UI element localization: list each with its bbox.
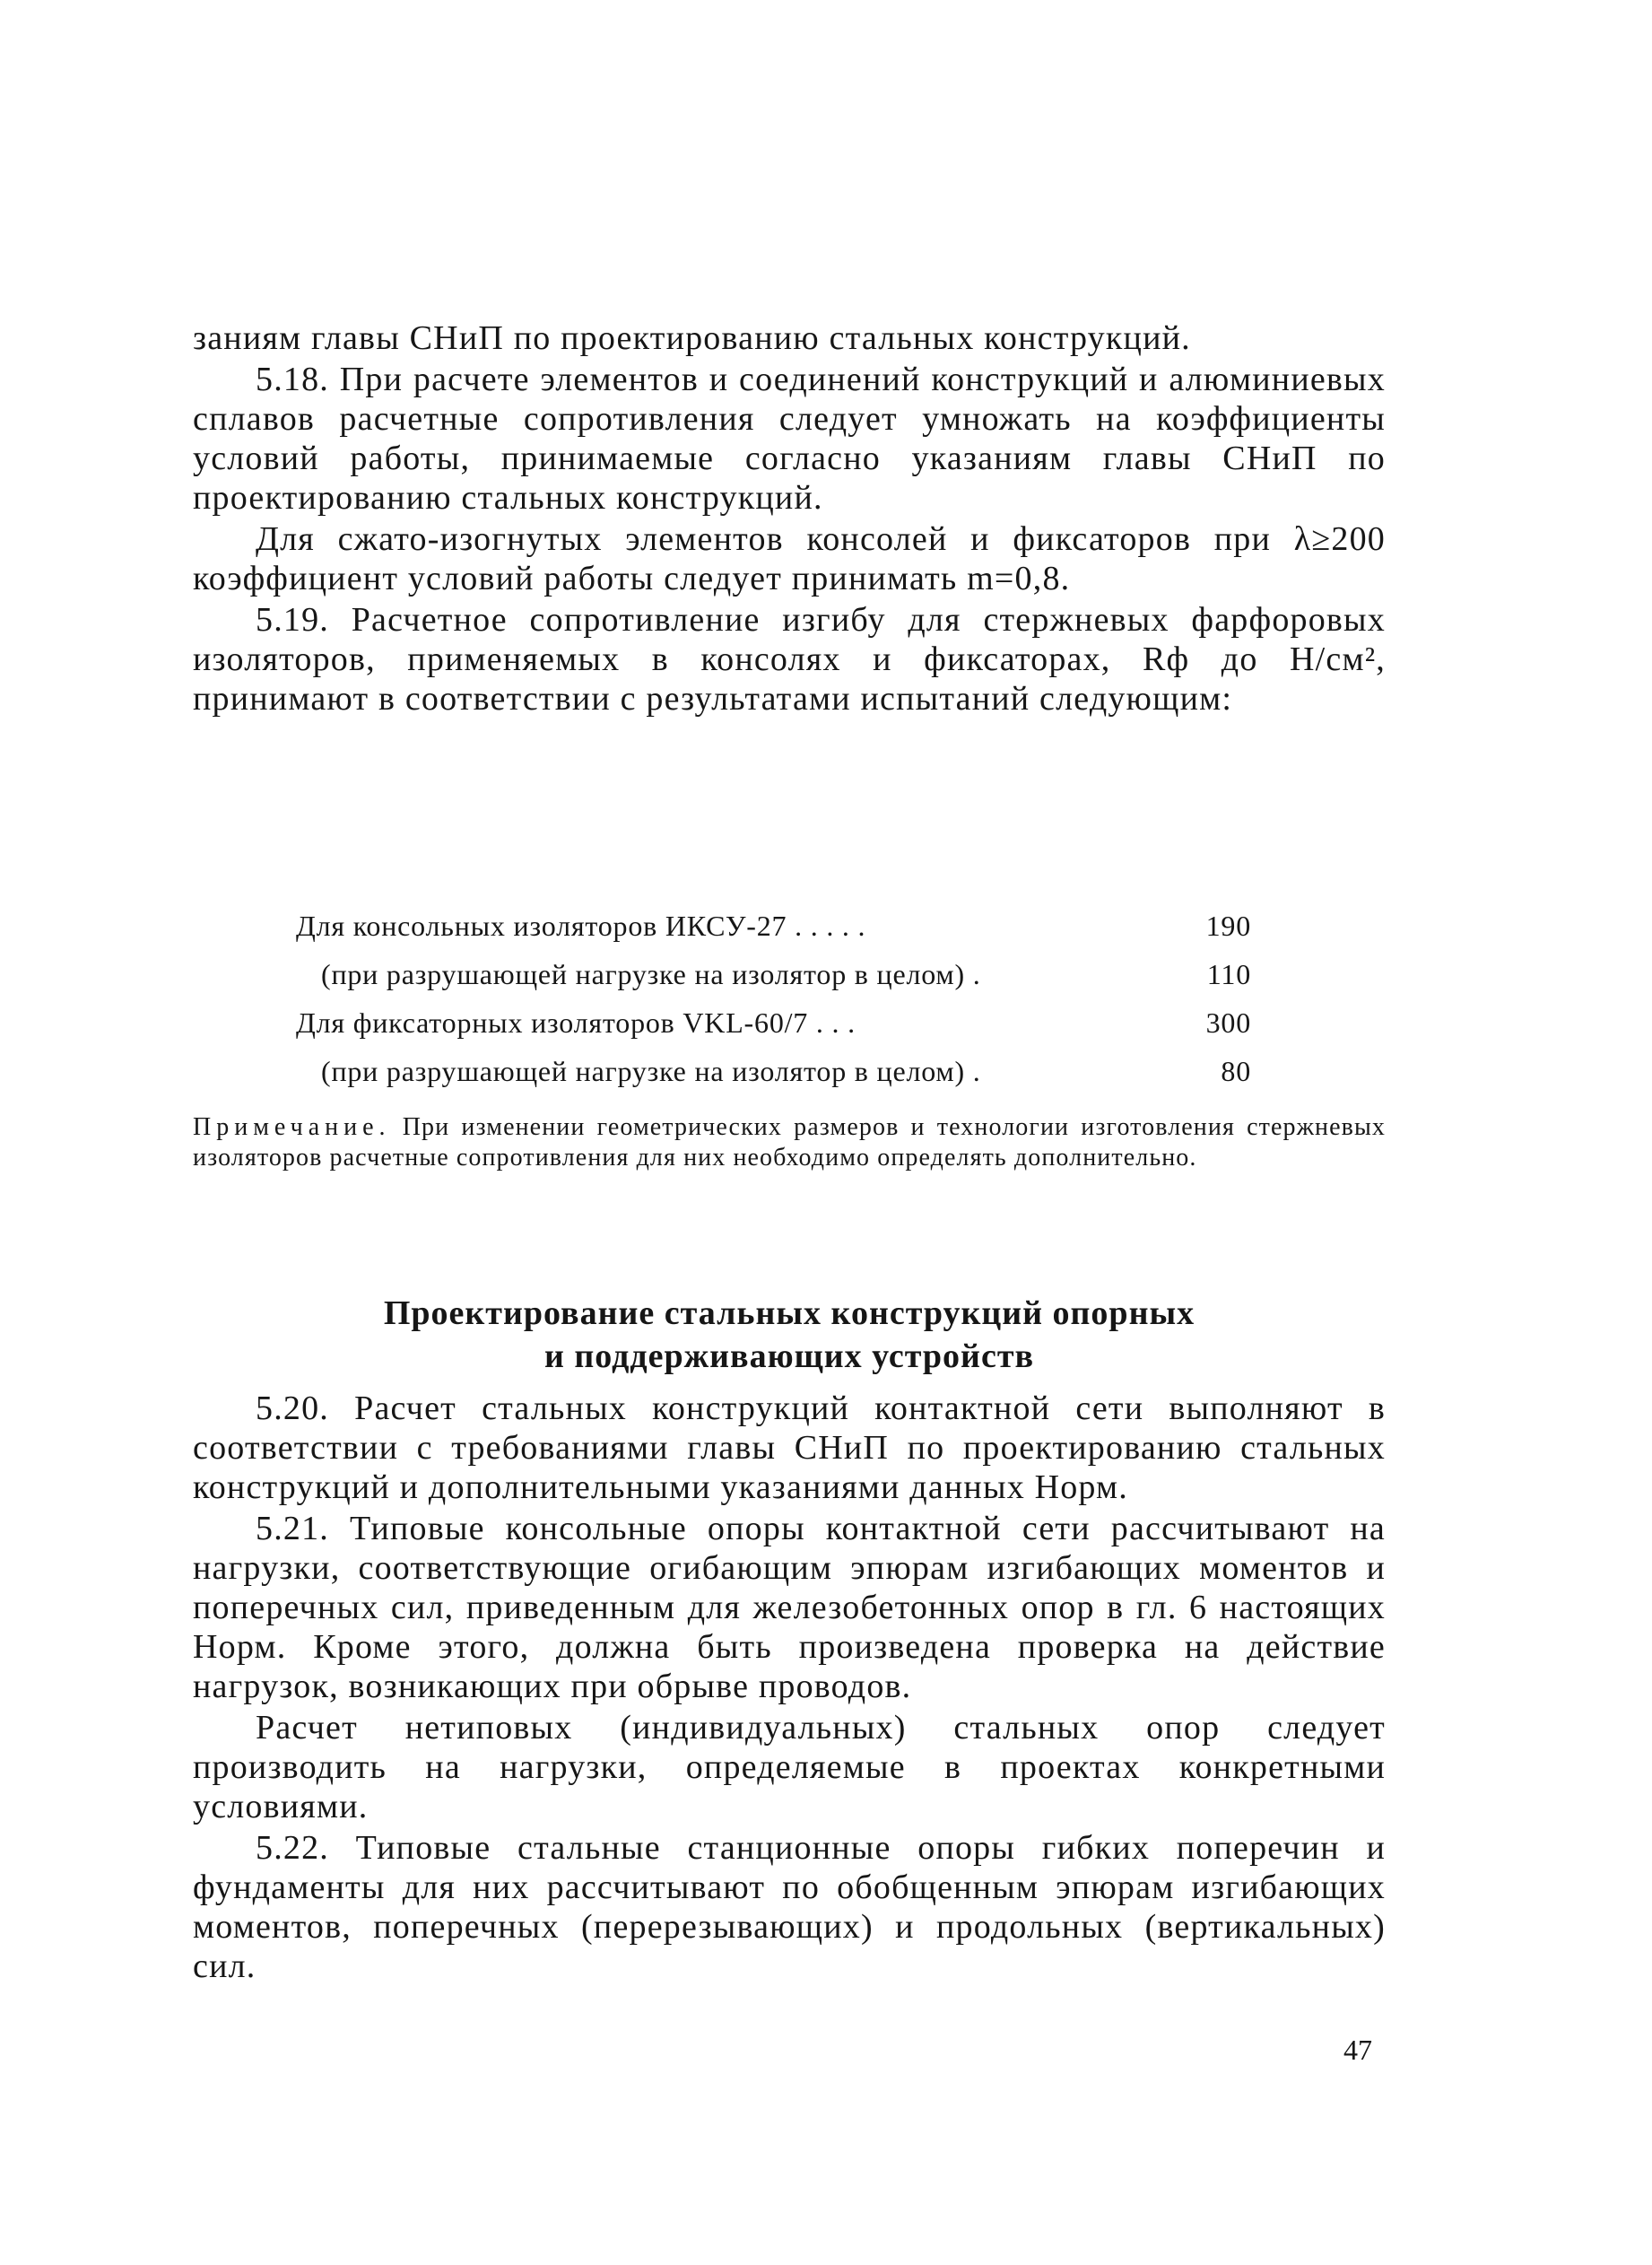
paragraph-5-22: 5.22. Типовые стальные станционные опоры гибких поперечин и фундаменты для них рассчитывают по обобщенным эпюрам изгибающих моментов, поперечных (перерезывающих) и продольных (вертикальных) сил. xyxy=(193,1829,1386,1985)
table-row xyxy=(296,998,1251,1047)
table-row-value: 110 xyxy=(1206,958,1251,990)
section-heading-line-2: и поддерживающих устройств xyxy=(543,1337,1035,1375)
paragraph-5-21: 5.21. Типовые консольные опоры контактной сети рассчитывают на нагрузки, соответствующие огибающим эпюрам изгибающих моментов и поперечных сил, приведенным для железобетонных опор в гл. 6 настоящих Норм. Кроме этого, должна быть произведена проверка на действие нагрузок, возникающих при обрыве проводов. xyxy=(193,1510,1386,1705)
table-row xyxy=(296,1047,1251,1095)
table-row-value: 80 xyxy=(1221,1055,1251,1087)
note-paragraph xyxy=(193,1112,1386,1173)
table-row-value: 300 xyxy=(1205,1006,1251,1039)
table-row-value: 190 xyxy=(1205,910,1251,942)
paragraph-5-20: 5.20. Расчет стальных конструкций контактной сети выполняют в соответствии с требованиями главы СНиП по проектированию стальных конструкций и дополнительными указаниями данных Норм. xyxy=(193,1389,1386,1506)
note-title: Примечание. xyxy=(193,1113,391,1141)
section-heading-line-1: Проектирование стальных конструкций опорных xyxy=(383,1294,1196,1332)
bottom-text-block xyxy=(193,1389,1386,1986)
table-row xyxy=(296,950,1251,998)
paragraph-compressed-elements: Для сжато-изогнутых элементов консолей и фиксаторов при λ≥200 коэффициент условий работы следует принимать m=0,8. xyxy=(193,520,1386,597)
paragraph-5-19: 5.19. Расчетное сопротивление изгибу для стержневых фарфоровых изоляторов, применяемых в консолях и фиксаторах, Rф до Н/см², принимают в соответствии с результатами испытаний следующим: xyxy=(193,601,1386,718)
table-row-label: (при разрушающей нагрузке на изолятор в целом) . xyxy=(321,1055,981,1087)
table-row-label: Для фиксаторных изоляторов VKL-60/7 . . . xyxy=(296,1006,856,1039)
note-text: При изменении геометрических размеров и технологии изготовления стержневых изоляторов расчетные сопротивления для них необходимо определять дополнительно. xyxy=(193,1113,1386,1172)
table-row-label: Для консольных изоляторов ИКСУ-27 . . . . . xyxy=(296,910,866,942)
values-table xyxy=(296,902,1251,1095)
paragraph-nontypical-supports: Расчет нетиповых (индивидуальных) стальных опор следует производить на нагрузки, определяемые в проектах конкретными условиями. xyxy=(193,1709,1386,1825)
table-row xyxy=(296,902,1251,950)
paragraph-5-18: 5.18. При расчете элементов и соединений конструкций и алюминиевых сплавов расчетные сопротивления следует умножать на коэффициенты условий работы, принимаемые согласно указаниям главы СНиП по проектированию стальных конструкций. xyxy=(193,361,1386,517)
page-number: 47 xyxy=(1343,2034,1372,2066)
top-text-block xyxy=(193,318,1386,719)
section-heading xyxy=(193,1292,1386,1378)
table-row-label: (при разрушающей нагрузке на изолятор в целом) . xyxy=(321,958,981,990)
paragraph-continuation: заниям главы СНиП по проектированию стальных конструкций. xyxy=(193,319,1191,357)
